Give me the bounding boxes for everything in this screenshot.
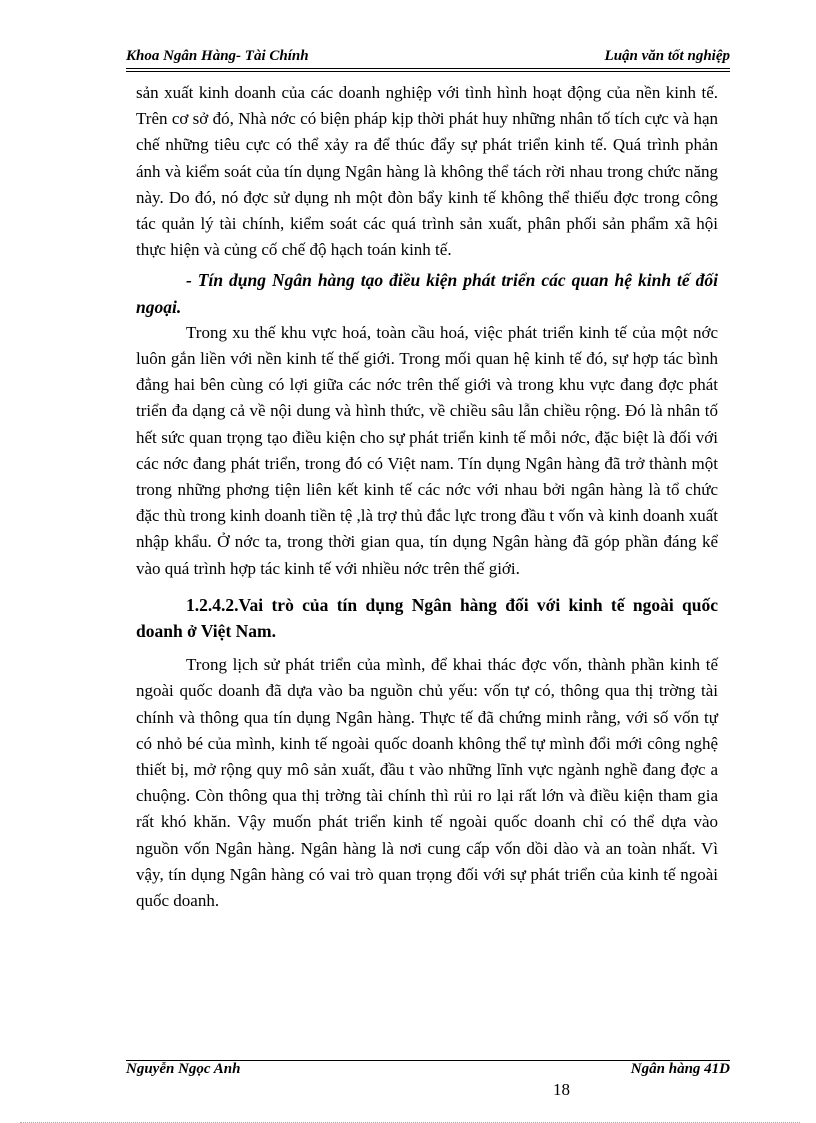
footer-author: Nguyễn Ngọc Anh bbox=[126, 1061, 241, 1077]
page-header bbox=[126, 48, 730, 68]
header-rule-thin bbox=[126, 71, 730, 72]
subheading: - Tín dụng Ngân hàng tạo điều kiện phát triển các quan hệ kinh tế đối ngoại. bbox=[136, 270, 718, 317]
paragraph-2: Trong xu thế khu vực hoá, toàn cầu hoá, việc phát triển kinh tế của một nớc luôn gắn liền với nền kinh tế thế giới. Trong mối quan hệ kinh tế đó, sự hợp tác bình đẳng hai bên cùng có lợi giữa các nớc trên thế giới và trong khu vực đang đợc phát triển đa dạng cả về nội dung và hình thức, về chiều sâu lẫn chiều rộng. Đó là nhân tố hết sức quan trọng tạo điều kiện cho sự phát triển kinh tế mỗi nớc, đặc biệt là đối với các nớc đang phát triển, trong đó có Việt nam. Tín dụng Ngân hàng đã trở thành một trong những phơng tiện liên kết kinh tế các nớc với nhau bởi ngân hàng là tổ chức đặc thù trong kinh doanh tiền tệ ,là trợ thủ đắc lực trong đầu t vốn và kinh doanh xuất nhập khẩu. Ở nớc ta, trong thời gian qua, tín dụng Ngân hàng đã góp phần đáng kể vào quá trình hợp tác kinh tế với nhiều nớc trên thế giới. bbox=[136, 322, 718, 578]
page-footer bbox=[126, 1061, 730, 1079]
document-body bbox=[136, 80, 718, 914]
paragraph-3: Trong lịch sử phát triển của mình, để khai thác đợc vốn, thành phần kinh tế ngoài quốc doanh đã dựa vào ba nguồn chủ yếu: vốn tự có, thông qua thị trờng tài chính và thông qua tín dụng Ngân hàng. Thực tế đã chứng minh rằng, với số vốn tự có nhỏ bé của mình, kinh tế ngoài quốc doanh không thể tự mình đổi mới công nghệ thiết bị, mở rộng quy mô sản xuất, đầu t vào những lĩnh vực ngành nghề đang đợc a chuộng. Còn thông qua thị trờng tài chính thì rủi ro lại rất lớn và điều kiện tham gia rất khó khăn. Vậy muốn phát triển kinh tế ngoài quốc doanh chỉ có thể dựa vào nguồn vốn Ngân hàng. Ngân hàng là nơi cung cấp vốn dồi dào và an toàn nhất. Vì vậy, tín dụng Ngân hàng có vai trò quan trọng đối với sự phát triển của kinh tế ngoài quốc doanh. bbox=[136, 655, 718, 911]
header-faculty: Khoa Ngân Hàng- Tài Chính bbox=[126, 48, 309, 64]
section-heading: 1.2.4.2.Vai trò của tín dụng Ngân hàng đối với kinh tế ngoài quốc doanh ở Việt Nam. bbox=[136, 594, 718, 642]
header-doc-type: Luận văn tốt nghiệp bbox=[604, 48, 730, 64]
footer-class: Ngân hàng 41D bbox=[630, 1061, 730, 1077]
page-number: 18 bbox=[553, 1080, 570, 1099]
header-rule bbox=[126, 68, 730, 69]
paragraph-1: sản xuất kinh doanh của các doanh nghiệp với tình hình hoạt động của nền kinh tế. Trên cơ sở đó, Nhà nớc có biện pháp kịp thời phát huy những nhân tố tích cực và hạn chế những tiêu cực có thể xảy ra để thúc đẩy sự phát triển kinh tế. Quá trình phản ánh và kiểm soát của tín dụng Ngân hàng là không thể tách rời nhau trong chức năng này. Do đó, nó đợc sử dụng nh một đòn bẩy kinh tế không thể thiếu đợc trong công tác quản lý tài chính, kiểm soát các quá trình sản xuất, phân phối sản phẩm xã hội thực hiện và củng cố chế độ hạch toán kinh tế. bbox=[136, 83, 718, 260]
